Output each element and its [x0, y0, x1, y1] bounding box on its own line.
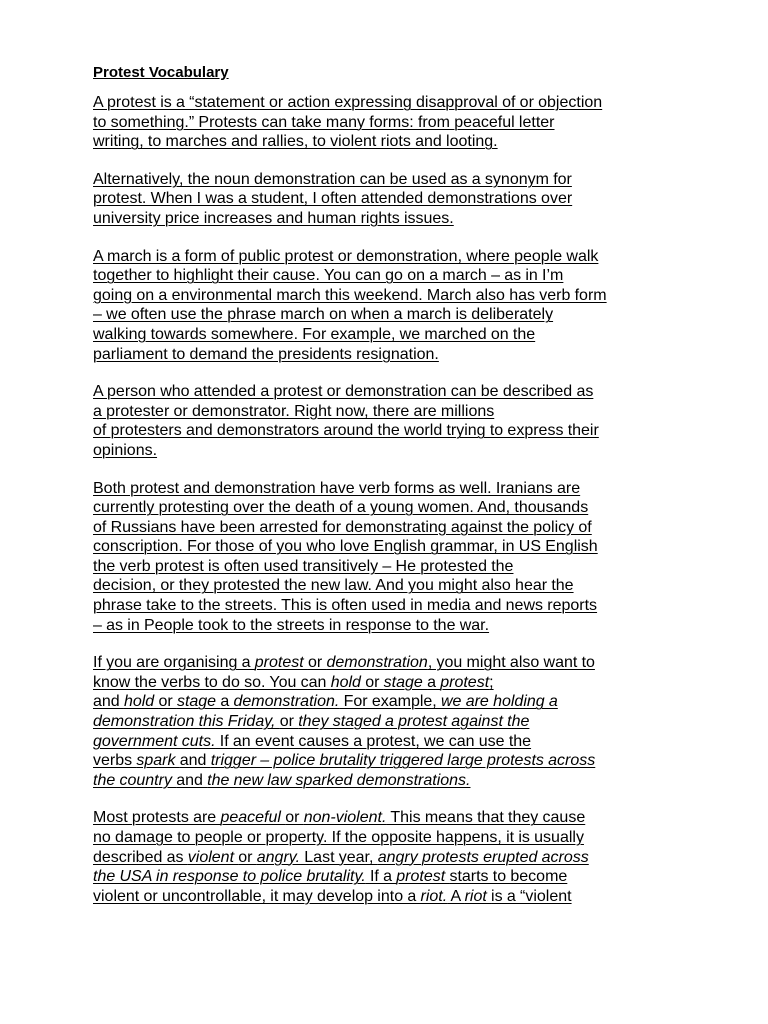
paragraph-line: conscription. For those of you who love English grammar, in US English — [93, 538, 598, 556]
paragraph-6 — [93, 653, 683, 790]
paragraph-line — [93, 828, 683, 848]
paragraph-line: A march is a form of public protest or demonstration, where people walk — [93, 247, 599, 265]
italic-term: government cuts. — [93, 732, 216, 750]
paragraph-line — [93, 673, 683, 693]
text-run: If a — [365, 868, 397, 886]
italic-term: demonstration. — [233, 693, 340, 711]
paragraph-line: – we often use the phrase march on when a march is deliberately — [93, 306, 554, 324]
italic-term: demonstration this Friday, — [93, 713, 280, 731]
text-run: a — [220, 693, 234, 711]
italic-term: non-violent. — [303, 809, 387, 827]
paragraph-line: opinions. — [93, 441, 158, 459]
paragraph-line — [93, 887, 683, 907]
text-run: a — [427, 673, 441, 691]
text-run: or — [307, 654, 327, 672]
italic-term: peaceful — [220, 809, 286, 827]
paragraph-line — [93, 771, 683, 791]
text-run: know the verbs to do so. You can — [93, 673, 331, 691]
italic-term: hold — [330, 673, 366, 691]
italic-term: we are holding a — [441, 693, 558, 711]
italic-term: demonstration — [326, 654, 428, 672]
paragraph-line — [93, 653, 683, 673]
paragraph-line: writing, to marches and rallies, to violent riots and looting. — [93, 133, 498, 151]
text-run: or — [279, 713, 299, 731]
text-run: or — [158, 693, 177, 711]
text-run: A — [447, 887, 465, 905]
paragraph-line — [93, 712, 683, 732]
paragraph-line: Alternatively, the noun demonstration can be used as a synonym for — [93, 170, 572, 188]
paragraph-line — [93, 808, 683, 828]
text-run: or — [238, 848, 257, 866]
text-run: no damage to people or property. If the opposite happens, it is usually — [93, 829, 584, 846]
italic-term: stage — [176, 693, 221, 711]
paragraph-line: parliament to demand the presidents resignation. — [93, 345, 439, 363]
text-run: is a “violent — [491, 887, 572, 905]
paragraph-line — [93, 867, 683, 887]
italic-term: riot — [464, 887, 492, 905]
paragraph-line: A person who attended a protest or demonstration can be described as — [93, 383, 594, 401]
text-run: This means that they cause — [386, 809, 586, 827]
paragraph-line: university price increases and human rights issues. — [93, 209, 454, 227]
italic-term: the country — [93, 771, 177, 789]
italic-term: riot. — [420, 887, 448, 905]
paragraph-line: to something.” Protests can take many forms: from peaceful letter — [93, 113, 555, 131]
paragraph-5 — [93, 479, 683, 636]
text-run: and — [179, 752, 211, 770]
text-run: or — [285, 809, 304, 827]
text-run: Last year, — [300, 848, 378, 866]
text-run: verbs — [93, 752, 137, 770]
paragraph-line: of protesters and demonstrators around the world trying to express their — [93, 422, 599, 440]
paragraph-line: – as in People took to the streets in response to the war. — [93, 616, 490, 634]
paragraph-line: protest. When I was a student, I often attended demonstrations over — [93, 190, 573, 208]
paragraph-7 — [93, 808, 683, 906]
italic-term: the USA in response to police brutality. — [93, 868, 366, 886]
text-run: Most protests are — [93, 809, 221, 827]
paragraph-line: Both protest and demonstration have verb forms as well. Iranians are — [93, 479, 581, 497]
text-run: For example, — [339, 693, 441, 711]
paragraph-3 — [93, 247, 683, 365]
text-run: , you might also want to — [427, 654, 595, 672]
page-title: Protest Vocabulary — [93, 64, 229, 81]
italic-term: spark — [136, 752, 180, 770]
italic-term: stage — [383, 673, 428, 691]
paragraph-line: of Russians have been arrested for demonstrating against the policy of — [93, 518, 592, 536]
italic-term: angry protests erupted across — [377, 848, 589, 866]
italic-term: protest — [396, 868, 450, 886]
italic-term: the new law sparked demonstrations. — [207, 771, 471, 789]
italic-term: protest — [440, 673, 490, 691]
italic-term: they staged a protest against the — [298, 713, 530, 731]
text-run: starts to become — [449, 868, 568, 886]
italic-term: angry. — [256, 848, 301, 866]
text-run: and — [176, 771, 208, 789]
text-run: If you are organising a — [93, 654, 255, 672]
paragraph-line: decision, or they protested the new law. And you might also hear the — [93, 577, 574, 595]
paragraph-line: phrase take to the streets. This is often used in media and news reports — [93, 597, 598, 615]
text-run: violent or uncontrollable, it may develop into a — [93, 887, 421, 905]
paragraph-line — [93, 751, 683, 771]
paragraph-4 — [93, 382, 683, 460]
paragraph-line — [93, 732, 683, 752]
italic-term: violent — [187, 848, 239, 866]
text-run: or — [365, 673, 384, 691]
paragraph-line: going on a environmental march this weekend. March also has verb form — [93, 286, 607, 304]
paragraph-1 — [93, 93, 683, 152]
paragraph-line — [93, 692, 683, 712]
text-run: and — [93, 693, 124, 711]
italic-term: trigger – police brutality triggered large protests across — [210, 752, 596, 770]
paragraph-line: currently protesting over the death of a young women. And, thousands — [93, 499, 589, 517]
paragraph-2 — [93, 170, 683, 229]
paragraph-line: the verb protest is often used transitively – He protested the — [93, 557, 514, 575]
text-run: described as — [93, 848, 188, 866]
paragraph-line: A protest is a “statement or action expressing disapproval of or objection — [93, 94, 603, 111]
paragraph-line: together to highlight their cause. You can go on a march – as in I’m — [93, 267, 564, 285]
text-run: If an event causes a protest, we can use the — [215, 732, 532, 750]
text-run: ; — [489, 673, 494, 691]
italic-term: hold — [123, 693, 159, 711]
document-page — [93, 62, 683, 924]
paragraph-line — [93, 848, 683, 868]
paragraph-line: walking towards somewhere. For example, we marched on the — [93, 325, 536, 343]
italic-term: protest — [254, 654, 308, 672]
paragraph-line: a protester or demonstrator. Right now, there are millions — [93, 402, 495, 420]
